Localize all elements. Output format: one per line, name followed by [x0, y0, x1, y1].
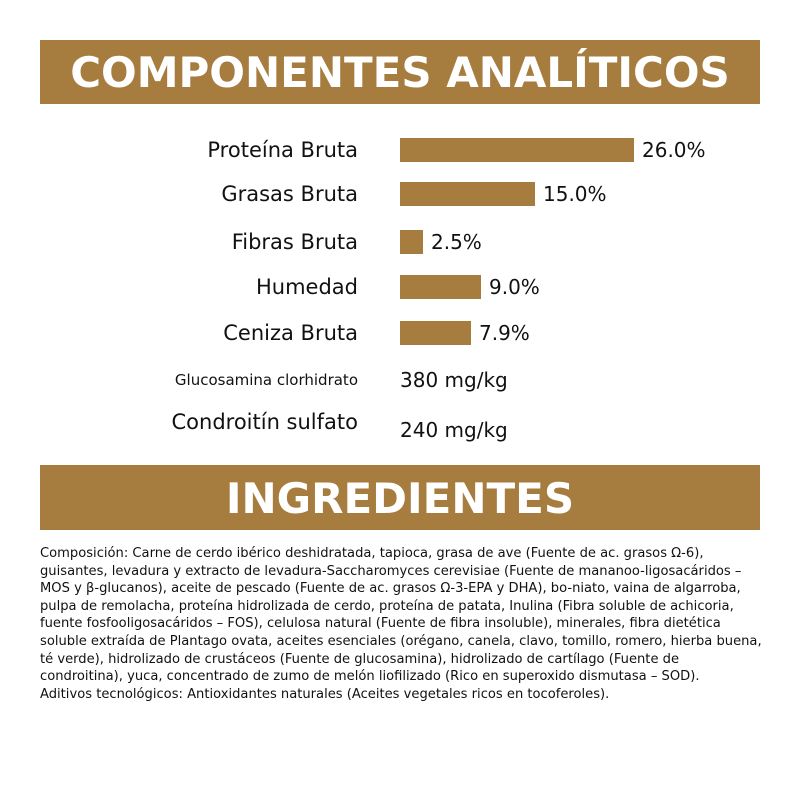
- bar: [400, 321, 471, 345]
- bar-row: [0, 176, 800, 212]
- ingredients-heading: INGREDIENTES: [225, 474, 575, 523]
- bar-value: 9.0%: [489, 275, 540, 299]
- extra-row: [0, 362, 800, 398]
- ingredients-text: [40, 545, 765, 703]
- bar-label: Grasas Bruta: [221, 182, 358, 206]
- bar-row: [0, 132, 800, 168]
- bar: [400, 275, 481, 299]
- extra-label: Condroitín sulfato: [171, 410, 358, 434]
- extra-row: [0, 404, 800, 440]
- bar-row: [0, 315, 800, 351]
- bar-value: 2.5%: [431, 230, 482, 254]
- ingredients-heading-banner: [40, 465, 760, 530]
- bar: [400, 182, 535, 206]
- bar-value: 15.0%: [543, 182, 607, 206]
- additives-paragraph: Aditivos tecnológicos: Antioxidantes naturales (Aceites vegetales ricos en tocoferoles).: [40, 686, 610, 702]
- extra-value: 240 mg/kg: [400, 418, 508, 442]
- analytics-heading-banner: [40, 40, 760, 104]
- bar-label: Ceniza Bruta: [223, 321, 358, 345]
- bar-label: Fibras Bruta: [231, 230, 358, 254]
- bar-value: 7.9%: [479, 321, 530, 345]
- composition-paragraph: Composición: Carne de cerdo ibérico deshidratada, tapioca, grasa de ave (Fuente de ac. grasos Ω-6), guisantes, levadura y extracto de levadura-Saccharomyces cerevisiae (Fuente de mananoo-ligosacáridos – MOS y β-glucanos), aceite de pescado (Fuente de ac. grasos Ω-3-EPA y DHA), bo-niato, vaina de algarroba, pulpa de remolacha, proteína hidrolizada de cerdo, proteína de patata, Inulina (Fibra soluble de achicoria, fuente fosfooligosacáridos – FOS), celulosa natural (Fuente de fibra insoluble), minerales, fibra dietética soluble extraída de Plantago ovata, aceites esenciales (orégano, canela, clavo, tomillo, romero, hierba buena, té verde), hidrolizado de crustáceos (Fuente de glucosamina), hidrolizado de cartílago (Fuente de condroitina), yuca, concentrado de zumo de melón liofilizado (Rico en superoxido dismutasa – SOD).: [40, 546, 762, 685]
- bar-row: [0, 224, 800, 260]
- extra-value: 380 mg/kg: [400, 368, 508, 392]
- extra-label: Glucosamina clorhidrato: [174, 371, 358, 389]
- bar-label: Humedad: [255, 275, 358, 299]
- bar: [400, 230, 423, 254]
- analytics-heading: COMPONENTES ANALÍTICOS: [70, 48, 730, 97]
- bar-value: 26.0%: [642, 138, 706, 162]
- bar-row: [0, 269, 800, 305]
- bar-label: Proteína Bruta: [207, 138, 358, 162]
- bar: [400, 138, 634, 162]
